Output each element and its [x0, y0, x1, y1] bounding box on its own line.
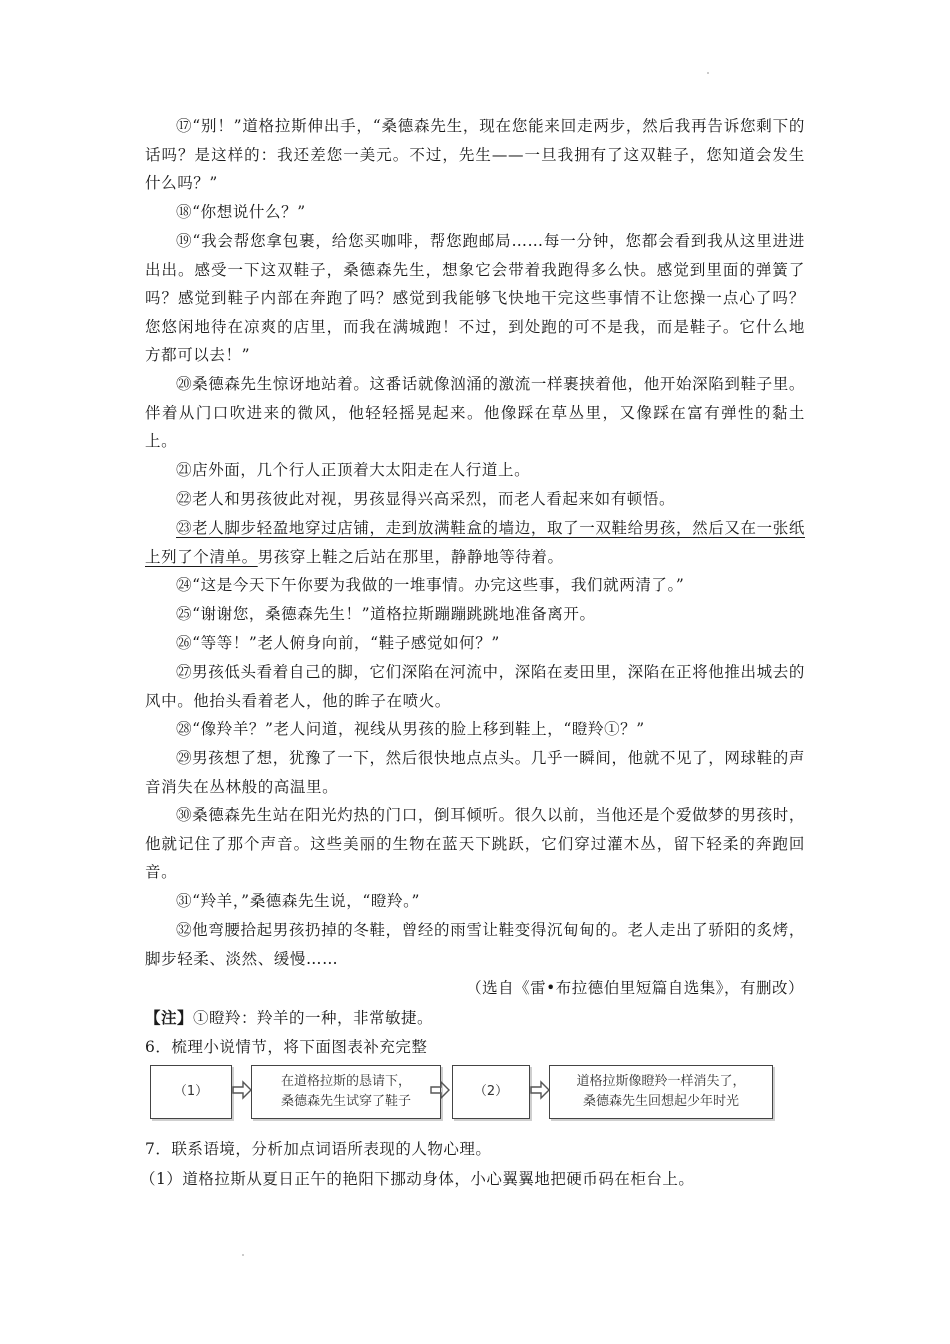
paragraph-27: ㉗男孩低头看着自己的脚，它们深陷在河流中，深陷在麦田里，深陷在正将他推出城去的风中。他抬头看着老人，他的眸子在喷火。 — [145, 663, 805, 710]
question-7: 7．联系语境，分析加点词语所表现的人物心理。 — [145, 1140, 492, 1158]
flow-box-4: 道格拉斯像瞪羚一样消失了， 桑德森先生回想起少年时光 — [549, 1065, 773, 1119]
note-text: ①瞪羚：羚羊的一种，非常敏捷。 — [193, 1009, 434, 1027]
arrow-right-icon — [430, 1079, 450, 1101]
scan-speck — [242, 1254, 244, 1256]
paragraph-32: ㉜他弯腰拾起男孩扔掉的冬鞋，曾经的雨雪让鞋变得沉甸甸的。老人走出了骄阳的炙烤，脚步轻柔、淡然、缓慢…… — [145, 921, 805, 968]
paragraph-28: ㉘“像羚羊？”老人问道，视线从男孩的脸上移到鞋上，“瞪羚①？” — [176, 720, 645, 738]
scan-speck — [707, 72, 709, 74]
paragraph-31: ㉛“羚羊，”桑德森先生说，“瞪羚。” — [176, 892, 420, 910]
paragraph-18: ⑱“你想说什么？” — [176, 203, 306, 221]
paragraph-20: ⑳桑德森先生惊讶地站着。这番话就像汹涌的激流一样裹挟着他，他开始深陷到鞋子里。伴着从门口吹进来的微风，他轻轻摇晃起来。他像踩在草丛里，又像踩在富有弹性的黏土上。 — [145, 375, 805, 451]
paragraph-26: ㉖“等等！”老人俯身向前，“鞋子感觉如何？” — [176, 634, 500, 652]
paragraph-30: ㉚桑德森先生站在阳光灼热的门口，倒耳倾听。很久以前，当他还是个爱做梦的男孩时，他就记住了那个声音。这些美丽的生物在蓝天下跳跃，它们穿过灌木丛，留下轻柔的奔跑回音。 — [145, 806, 805, 882]
underlined-sentence: ㉓老人脚步轻盈地穿过店铺，走到放满鞋盒的墙边，取了一双鞋给男孩，然后又在一张纸上列了个清单。 — [145, 519, 805, 566]
paragraph-23-rest: 男孩穿上鞋之后站在那里，静静地等待着。 — [257, 547, 564, 566]
paragraph-25: ㉕“谢谢您，桑德森先生！”道格拉斯蹦蹦跳跳地准备离开。 — [176, 605, 596, 623]
note-label: 【注】 — [145, 1008, 194, 1027]
paragraph-29: ㉙男孩想了想，犹豫了一下，然后很快地点点头。几乎一瞬间，他就不见了，网球鞋的声音消失在丛林般的高温里。 — [145, 749, 805, 796]
paragraph-17: ⑰“别！”道格拉斯伸出手，“桑德森先生，现在您能来回走两步，然后我再告诉您剩下的话吗？是这样的：我还差您一美元。不过，先生——一旦我拥有了这双鞋子，您知道会发生什么吗？” — [145, 117, 805, 193]
paragraph-23 — [145, 514, 805, 571]
question-6: 6．梳理小说情节，将下面图表补充完整 — [145, 1038, 428, 1056]
flow-box-2: 在道格拉斯的恳请下， 桑德森先生试穿了鞋子 — [251, 1065, 441, 1119]
paragraph-19: ⑲“我会帮您拿包裹，给您买咖啡，帮您跑邮局……每一分钟，您都会看到我从这里进进出出。感受一下这双鞋子，桑德森先生，想象它会带着我跑得多么快。感觉到里面的弹簧了吗？感觉到鞋子内部在奔跑了吗？感觉到我能够飞快地干完这些事情不让您操一点心了吗？您悠闲地待在凉爽的店里，而我在满城跑！不过，到处跑的可不是我，而是鞋子。它什么地方都可以去！” — [145, 232, 805, 365]
flow-box-3: （2） — [452, 1065, 530, 1119]
paragraph-24: ㉔“这是今天下午你要为我做的一堆事情。办完这些事，我们就两清了。” — [176, 576, 685, 594]
source-citation: （选自《雷•布拉德伯里短篇自选集》，有删改） — [466, 979, 804, 997]
footnote — [145, 1004, 433, 1032]
arrow-right-icon — [232, 1079, 252, 1101]
flow-box-1: （1） — [150, 1065, 232, 1119]
paragraph-22: ㉒老人和男孩彼此对视，男孩显得兴高采烈，而老人看起来如有顿悟。 — [176, 490, 676, 508]
arrow-right-icon — [530, 1079, 550, 1101]
plot-flowchart — [150, 1063, 790, 1127]
paragraph-21: ㉑店外面，几个行人正顶着大太阳走在人行道上。 — [176, 461, 531, 479]
question-7-sub-1: （1）道格拉斯从夏日正午的艳阳下挪动身体，小心翼翼地把硬币码在柜台上。 — [140, 1170, 695, 1188]
